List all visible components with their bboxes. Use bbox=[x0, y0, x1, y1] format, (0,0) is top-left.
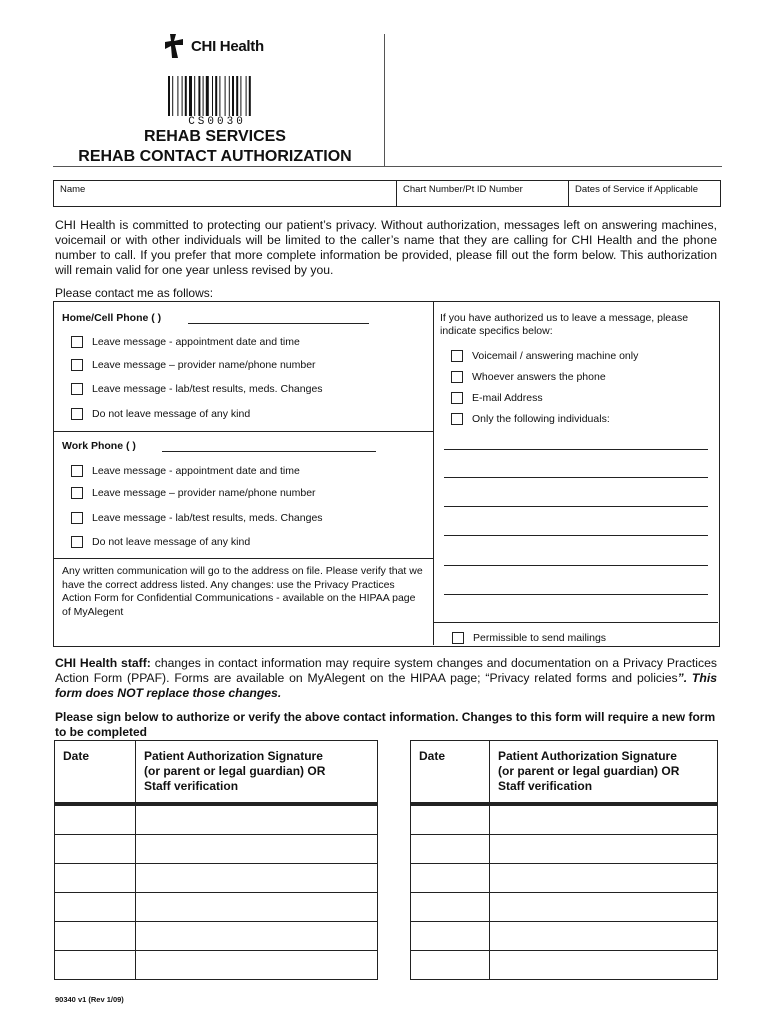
date-cell[interactable] bbox=[55, 864, 136, 893]
date-cell[interactable] bbox=[55, 835, 136, 864]
sign-instructions: Please sign below to authorize or verify the above contact information. Changes to this form will require a new form to be completed bbox=[55, 710, 716, 739]
checkbox[interactable] bbox=[71, 536, 83, 548]
table-row bbox=[411, 806, 718, 835]
table-row bbox=[411, 893, 718, 922]
checkbox[interactable] bbox=[71, 512, 83, 524]
home-option-lab-results[interactable] bbox=[71, 383, 323, 395]
option-whoever-answers[interactable] bbox=[451, 371, 606, 383]
staff-note-emphasis: ”. This form does NOT replace those changes. bbox=[55, 671, 717, 700]
table-row bbox=[55, 951, 378, 980]
option-label: Voicemail / answering machine only bbox=[472, 350, 639, 362]
checkbox[interactable] bbox=[71, 383, 83, 395]
date-header-text: Date bbox=[419, 749, 446, 763]
table-row bbox=[55, 893, 378, 922]
home-work-divider bbox=[53, 431, 433, 432]
option-voicemail-only[interactable] bbox=[451, 350, 638, 362]
date-cell[interactable] bbox=[55, 922, 136, 951]
signature-table-right bbox=[410, 740, 718, 980]
home-phone-label: Home/Cell Phone ( ) bbox=[62, 312, 162, 324]
individual-line[interactable] bbox=[444, 506, 708, 507]
checkbox[interactable] bbox=[71, 408, 83, 420]
date-cell[interactable] bbox=[411, 806, 490, 835]
option-send-mailings[interactable] bbox=[452, 632, 606, 644]
work-written-divider bbox=[53, 558, 433, 559]
table-row bbox=[411, 922, 718, 951]
signature-table-left bbox=[54, 740, 378, 980]
signature-cell[interactable] bbox=[136, 864, 378, 893]
chi-cross-icon bbox=[163, 32, 187, 60]
signature-cell[interactable] bbox=[490, 835, 718, 864]
checkbox[interactable] bbox=[451, 350, 463, 362]
logo-text: CHI Health bbox=[191, 37, 264, 55]
table-row bbox=[55, 835, 378, 864]
home-option-no-message[interactable] bbox=[71, 408, 250, 420]
option-label: Leave message - lab/test results, meds. Changes bbox=[92, 383, 323, 395]
home-phone-field[interactable] bbox=[188, 323, 369, 324]
page-title: REHAB SERVICES bbox=[144, 128, 286, 145]
date-cell[interactable] bbox=[55, 806, 136, 835]
option-label: Leave message - appointment date and time bbox=[92, 465, 300, 477]
individual-line[interactable] bbox=[444, 449, 708, 450]
signature-cell[interactable] bbox=[136, 922, 378, 951]
individual-line[interactable] bbox=[444, 594, 708, 595]
table-row bbox=[55, 864, 378, 893]
message-specifics-intro: If you have authorized us to leave a message, please indicate specifics below: bbox=[440, 312, 689, 337]
table-row bbox=[411, 864, 718, 893]
signature-header bbox=[490, 741, 718, 803]
date-header-text: Date bbox=[63, 749, 90, 763]
home-option-appointment[interactable] bbox=[71, 336, 300, 348]
signature-cell[interactable] bbox=[136, 835, 378, 864]
checkbox[interactable] bbox=[71, 359, 83, 371]
contact-instructions-label: Please contact me as follows: bbox=[55, 286, 214, 300]
name-field[interactable] bbox=[54, 181, 396, 206]
header-rule bbox=[53, 166, 722, 167]
date-header bbox=[411, 741, 490, 803]
option-label: Whoever answers the phone bbox=[472, 371, 606, 383]
barcode-image bbox=[168, 76, 266, 116]
option-label: Leave message - appointment date and time bbox=[92, 336, 300, 348]
individual-line[interactable] bbox=[444, 535, 708, 536]
page-subtitle: REHAB CONTACT AUTHORIZATION bbox=[78, 148, 352, 165]
privacy-intro-paragraph: CHI Health is committed to protecting our patient’s privacy. Without authorization, messages left on answering machines, voicemail or with other individuals will be limited to the caller’s name that they are calling for CHI Health and the phone number to call. If you prefer that more complete information be provided, please fill out the form below. This authorization will remain valid for one year unless revised by you. bbox=[55, 218, 717, 277]
signature-cell[interactable] bbox=[136, 893, 378, 922]
contact-box-divider bbox=[433, 301, 434, 645]
dates-of-service-field[interactable] bbox=[568, 181, 720, 206]
date-cell[interactable] bbox=[411, 922, 490, 951]
form-footer-code: 90340 v1 (Rev 1/09) bbox=[55, 995, 124, 1004]
written-communication-note: Any written communication will go to the address on file. Please verify that we have the correct address listed. Any changes: use the Privacy Practices Action Form for Confidential Communications - available on the HIPAA page of MyAlegent bbox=[62, 565, 423, 618]
date-cell[interactable] bbox=[411, 835, 490, 864]
patient-info-row bbox=[53, 180, 721, 207]
staff-note-text: changes in contact information may require system changes and documentation on a Privacy Practices Action Form (PPAF). Forms are available on MyAlegent on the HIPAA page; “Privacy related forms and policies bbox=[55, 656, 717, 685]
table-row bbox=[55, 806, 378, 835]
date-cell[interactable] bbox=[411, 951, 490, 980]
checkbox[interactable] bbox=[71, 336, 83, 348]
option-label: Permissible to send mailings bbox=[473, 632, 607, 644]
signature-header bbox=[136, 741, 378, 803]
option-label: Do not leave message of any kind bbox=[92, 536, 251, 548]
work-phone-field[interactable] bbox=[162, 451, 376, 452]
signature-cell[interactable] bbox=[490, 806, 718, 835]
signature-header-line: (or parent or legal guardian) OR bbox=[144, 764, 326, 778]
barcode-text: CS0030 bbox=[188, 116, 246, 128]
work-option-provider[interactable] bbox=[71, 487, 316, 499]
staff-note-heading: CHI Health staff: bbox=[55, 656, 151, 670]
header-divider bbox=[384, 34, 385, 166]
signature-header-line: Staff verification bbox=[498, 779, 593, 793]
mailings-divider bbox=[434, 622, 718, 623]
signature-cell[interactable] bbox=[490, 864, 718, 893]
date-cell[interactable] bbox=[411, 864, 490, 893]
signature-header-line: Staff verification bbox=[144, 779, 239, 793]
individual-line[interactable] bbox=[444, 565, 708, 566]
chart-number-field[interactable] bbox=[396, 181, 568, 206]
checkbox[interactable] bbox=[451, 413, 463, 425]
table-row bbox=[411, 951, 718, 980]
individual-line[interactable] bbox=[444, 477, 708, 478]
option-label: Leave message - lab/test results, meds. Changes bbox=[92, 512, 323, 524]
signature-table-header bbox=[411, 741, 718, 803]
signature-cell[interactable] bbox=[490, 951, 718, 980]
signature-cell[interactable] bbox=[136, 806, 378, 835]
option-label: Leave message – provider name/phone number bbox=[92, 359, 316, 371]
date-cell[interactable] bbox=[55, 893, 136, 922]
chi-health-logo bbox=[163, 32, 264, 60]
signature-table-header bbox=[55, 741, 378, 803]
signature-header-line: Patient Authorization Signature bbox=[498, 749, 677, 763]
checkbox[interactable] bbox=[451, 371, 463, 383]
date-cell[interactable] bbox=[55, 951, 136, 980]
work-option-no-message[interactable] bbox=[71, 536, 250, 548]
work-option-lab-results[interactable] bbox=[71, 512, 323, 524]
staff-note bbox=[55, 656, 717, 701]
signature-cell[interactable] bbox=[490, 922, 718, 951]
date-header bbox=[55, 741, 136, 803]
checkbox[interactable] bbox=[452, 632, 464, 644]
option-label: E-mail Address bbox=[472, 392, 543, 404]
option-label: Leave message – provider name/phone number bbox=[92, 487, 316, 499]
table-row bbox=[55, 922, 378, 951]
date-cell[interactable] bbox=[411, 893, 490, 922]
signature-header-line: Patient Authorization Signature bbox=[144, 749, 323, 763]
signature-header-line: (or parent or legal guardian) OR bbox=[498, 764, 680, 778]
work-phone-label: Work Phone ( ) bbox=[62, 440, 136, 452]
work-option-appointment[interactable] bbox=[71, 465, 300, 477]
home-option-provider[interactable] bbox=[71, 359, 316, 371]
table-row bbox=[411, 835, 718, 864]
option-label: Do not leave message of any kind bbox=[92, 408, 251, 420]
signature-cell[interactable] bbox=[136, 951, 378, 980]
name-label: Name bbox=[60, 184, 86, 195]
option-email-address[interactable] bbox=[451, 392, 543, 404]
checkbox[interactable] bbox=[71, 465, 83, 477]
chart-number-label: Chart Number/Pt ID Number bbox=[403, 184, 523, 195]
option-label: Only the following individuals: bbox=[472, 413, 610, 425]
checkbox[interactable] bbox=[451, 392, 463, 404]
checkbox[interactable] bbox=[71, 487, 83, 499]
dates-of-service-label: Dates of Service if Applicable bbox=[575, 184, 699, 195]
signature-cell[interactable] bbox=[490, 893, 718, 922]
option-following-individuals[interactable] bbox=[451, 413, 610, 425]
